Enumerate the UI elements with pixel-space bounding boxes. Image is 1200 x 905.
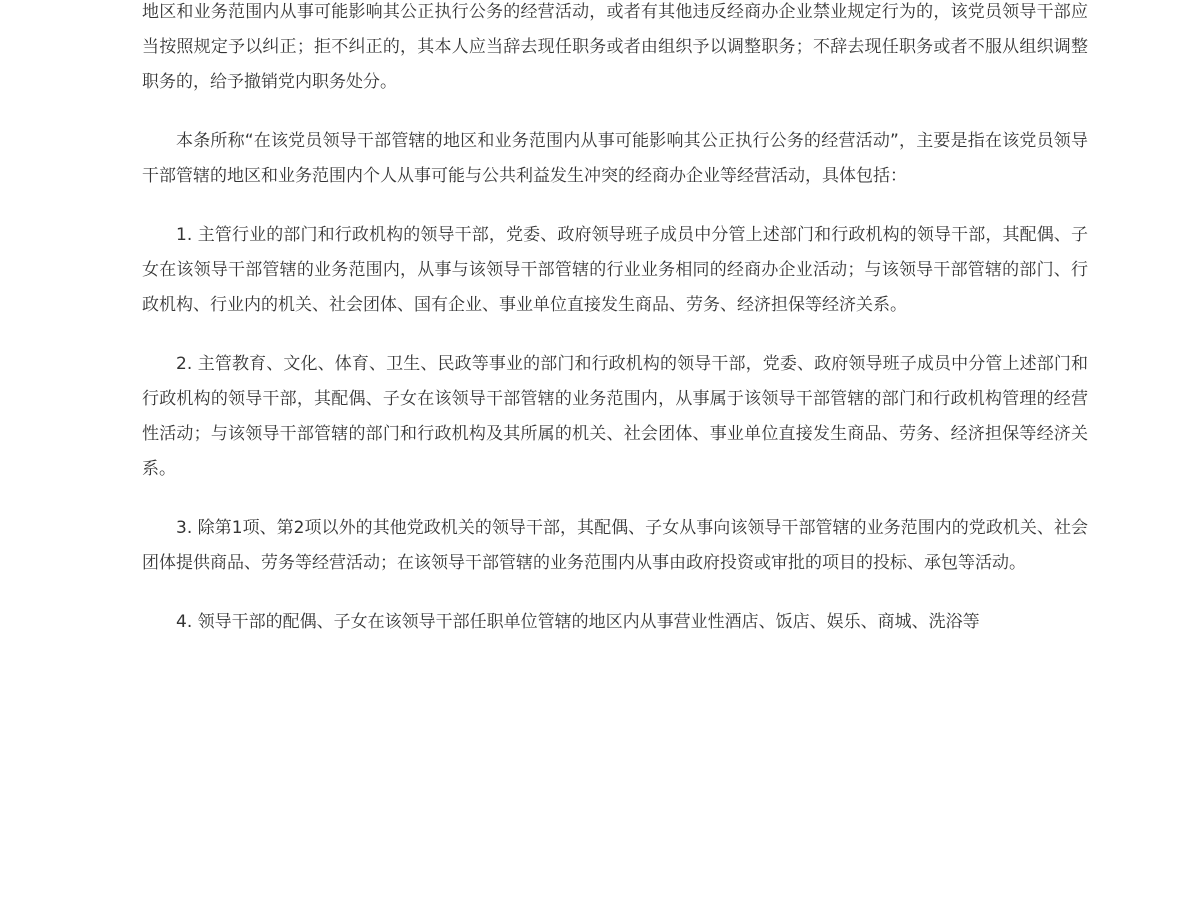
paragraph-definition: 本条所称“在该党员领导干部管辖的地区和业务范围内从事可能影响其公正执行公务的经营活动”，主要是指在该党员领导干部管辖的地区和业务范围内个人从事可能与公共利益发生冲突的经商办企业等经营活动，具体包括：: [142, 131, 1088, 186]
list-item-2: 2. 主管教育、文化、体育、卫生、民政等事业的部门和行政机构的领导干部，党委、政府领导班子成员中分管上述部门和行政机构的领导干部，其配偶、子女在该领导干部管辖的业务范围内，从事属于该领导干部管辖的部门和行政机构管理的经营性活动；与该领导干部管辖的部门和行政机构及其所属的机关、社会团体、事业单位直接发生商品、劳务、经济担保等经济关系。: [142, 354, 1088, 479]
paragraph-continued: 地区和业务范围内从事可能影响其公正执行公务的经营活动，或者有其他违反经商办企业禁业规定行为的，该党员领导干部应当按照规定予以纠正；拒不纠正的，其本人应当辞去现任职务或者由组织予以调整职务；不辞去现任职务或者不服从组织调整职务的，给予撤销党内职务处分。: [142, 2, 1088, 92]
article-body: [142, 0, 1088, 664]
list-item-1: 1. 主管行业的部门和行政机构的领导干部，党委、政府领导班子成员中分管上述部门和行政机构的领导干部，其配偶、子女在该领导干部管辖的业务范围内，从事与该领导干部管辖的行业业务相同的经商办企业活动；与该领导干部管辖的部门、行政机构、行业内的机关、社会团体、国有企业、事业单位直接发生商品、劳务、经济担保等经济关系。: [142, 225, 1088, 315]
list-item-4: 4. 领导干部的配偶、子女在该领导干部任职单位管辖的地区内从事营业性酒店、饭店、娱乐、商城、洗浴等: [176, 612, 980, 632]
list-item-3: 3. 除第1项、第2项以外的其他党政机关的领导干部，其配偶、子女从事向该领导干部管辖的业务范围内的党政机关、社会团体提供商品、劳务等经营活动；在该领导干部管辖的业务范围内从事由政府投资或审批的项目的投标、承包等活动。: [142, 518, 1088, 573]
